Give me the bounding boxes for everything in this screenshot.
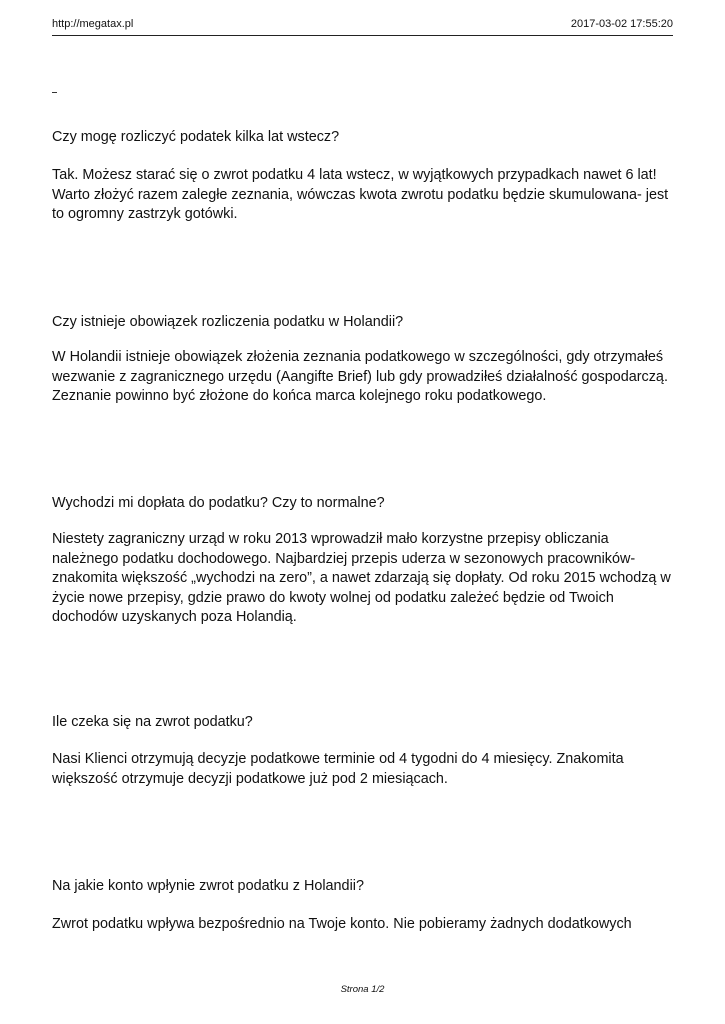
stray-underscore-mark [52, 92, 57, 93]
header-url[interactable]: http://megatax.pl [52, 18, 134, 30]
faq-answer-1: Tak. Możesz starać się o zwrot podatku 4 lata wstecz, w wyjątkowych przypadkach nawet 6 lat! Warto złożyć razem zaległe zeznania, wówczas kwota zwrotu podatku będzie skumulowana- jest to ogromny zastrzyk gotówki. [52, 167, 669, 222]
faq-answer-2: W Holandii istnieje obowiązek złożenia zeznania podatkowego w szczególności, gdy otrzymałeś wezwanie z zagranicznego urzędu (Aangifte Brief) lub gdy prowadziłeś działalność gospodarczą. Zeznanie powinno być złożone do końca marca kolejnego roku podatkowego. [52, 349, 668, 404]
faq-question-5: Na jakie konto wpłynie zwrot podatku z Holandii? [52, 878, 364, 894]
faq-question-3: Wychodzi mi dopłata do podatku? Czy to normalne? [52, 495, 385, 511]
faq-question-2: Czy istnieje obowiązek rozliczenia podatku w Holandii? [52, 314, 404, 330]
faq-answer-5: Zwrot podatku wpływa bezpośrednio na Twoje konto. Nie pobieramy żadnych dodatkowych [52, 916, 632, 932]
header-datetime: 2017-03-02 17:55:20 [570, 18, 673, 30]
faq-answer-4: Nasi Klienci otrzymują decyzje podatkowe terminie od 4 tygodni do 4 miesięcy. Znakomita większość otrzymuje decyzji podatkowe już pod 2 miesiącach. [52, 751, 624, 787]
page-number: Strona 1/2 [340, 984, 385, 995]
faq-answer-3: Niestety zagraniczny urząd w roku 2013 wprowadził mało korzystne przepisy obliczania należnego podatku dochodowego. Najbardziej przepis uderza w sezonowych pracowników- znakomita większość „wychodzi na zero”, a nawet zdarzają się dopłaty. Od roku 2015 wchodzą w życie nowe przepisy, gdzie prawo do kwoty wolnej od podatku zależeć będzie od Twoich dochodów uzyskanych poza Holandią. [52, 531, 671, 625]
faq-question-4: Ile czeka się na zwrot podatku? [52, 714, 253, 730]
page-header [52, 15, 673, 36]
faq-question-1: Czy mogę rozliczyć podatek kilka lat wstecz? [52, 129, 340, 145]
